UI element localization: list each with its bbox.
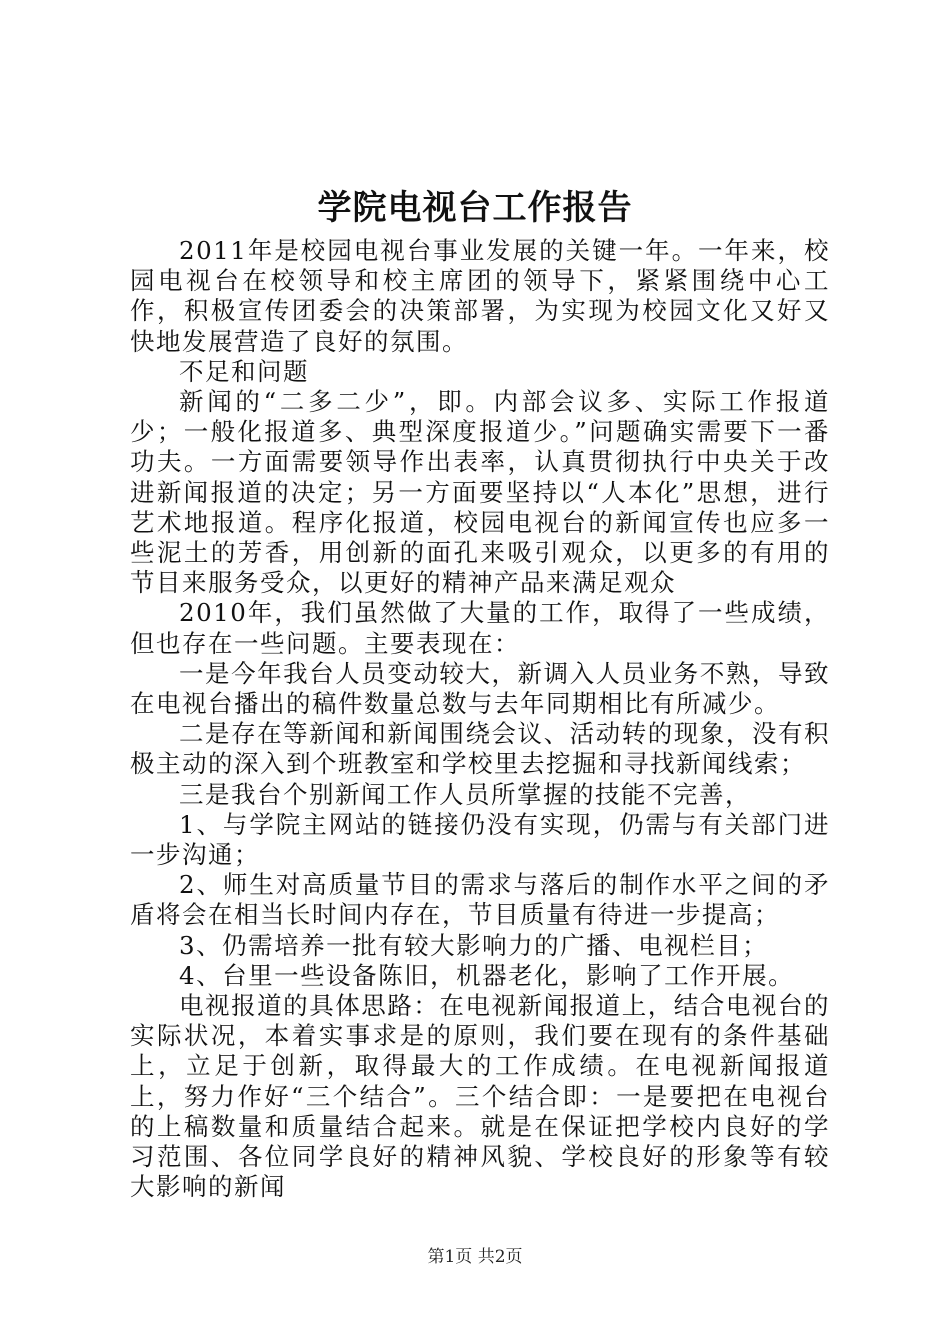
page-footer: 第1页 共2页	[427, 1247, 523, 1267]
paragraph-2010-summary: 2010年，我们虽然做了大量的工作，取得了一些成绩，但也存在一些问题。主要表现在：	[130, 598, 830, 658]
list-item-3: 3、仍需培养一批有较大影响力的广播、电视栏目；	[179, 930, 769, 960]
paragraph-intro: 2011年是校园电视台事业发展的关键一年。一年来，校园电视台在校领导和校主席团的领导下，紧紧围绕中心工作，积极宣传团委会的决策部署，为实现为校园文化又好又快地发展营造了良好的氛围。	[130, 236, 830, 356]
paragraph-problem-1: 一是今年我台人员变动较大，新调入人员业务不熟，导致在电视台播出的稿件数量总数与去年同期相比有所减少。	[130, 658, 830, 719]
section-heading-problems: 不足和问题	[179, 356, 309, 386]
document-title: 学院电视台工作报告	[317, 188, 633, 228]
list-item-1: 1、与学院主网站的链接仍没有实现，仍需与有关部门进一步沟通；	[130, 809, 830, 870]
list-item-2: 2、师生对高质量节目的需求与落后的制作水平之间的矛盾将会在相当长时间内存在，节目质量有待进一步提高；	[130, 870, 830, 930]
paragraph-problem-3: 三是我台个别新闻工作人员所掌握的技能不完善，	[179, 779, 751, 809]
paragraph-problem-2: 二是存在等新闻和新闻围绕会议、活动转的现象，没有积极主动的深入到个班教室和学校里去挖掘和寻找新闻线索；	[130, 719, 830, 779]
document-body	[130, 236, 830, 1203]
list-item-4: 4、台里一些设备陈旧，机器老化，影响了工作开展。	[179, 960, 795, 990]
paragraph-news-issues: 新闻的“二多二少”，即。内部会议多、实际工作报道少；一般化报道多、典型深度报道少。”问题确实需要下一番功夫。一方面需要领导作出表率，认真贯彻执行中央关于改进新闻报道的决定；另一方面要坚持以“人本化”思想，进行艺术地报道。程序化报道，校园电视台的新闻宣传也应多一些泥土的芳香，用创新的面孔来吸引观众，以更多的有用的节目来服务受众，以更好的精神产品来满足观众	[130, 387, 830, 598]
paragraph-reporting-plan: 电视报道的具体思路：在电视新闻报道上，结合电视台的实际状况，本着实事求是的原则，我们要在现有的条件基础上，立足于创新，取得最大的工作成绩。在电视新闻报道上，努力作好“三个结合”。三个结合即：一是要把在电视台的上稿数量和质量结合起来。就是在保证把学校内良好的学习范围、各位同学良好的精神风貌、学校良好的形象等有较大影响的新闻	[130, 991, 830, 1202]
